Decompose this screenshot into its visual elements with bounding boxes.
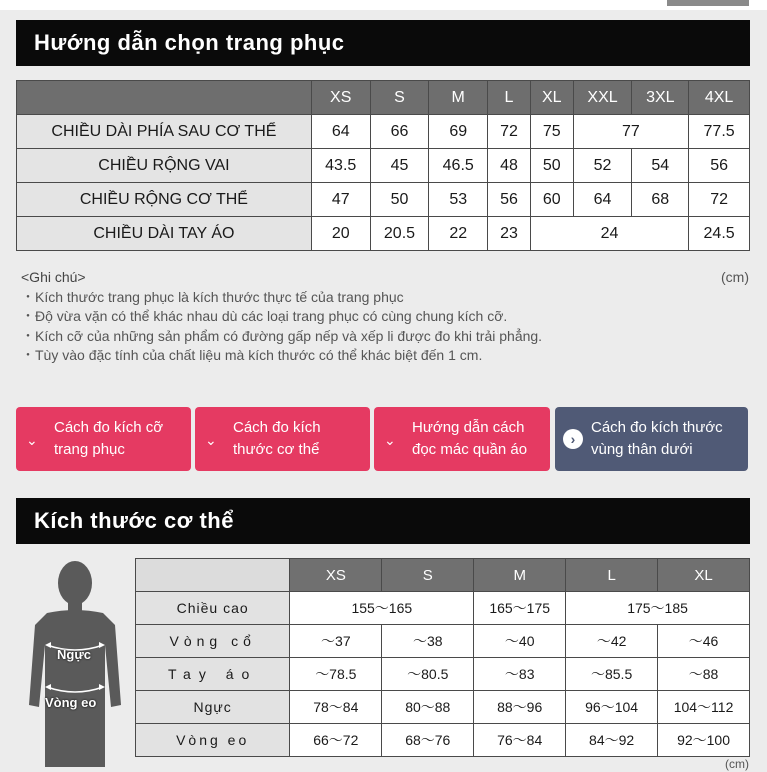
- row-label: CHIỀU RỘNG CƠ THỂ: [17, 183, 312, 217]
- cell-value: 96～104: [566, 691, 658, 724]
- row-label: CHIỀU DÀI PHÍA SAU CƠ THỂ: [17, 115, 312, 149]
- size-header-xs: XS: [290, 559, 382, 592]
- table-row: [136, 625, 750, 658]
- notes-title: <Ghi chú>: [21, 269, 86, 285]
- cell-value: 77: [573, 115, 689, 149]
- table-row: [17, 183, 750, 217]
- cell-value: 66～72: [290, 724, 382, 757]
- section-title-body-size: Kích thước cơ thể: [16, 498, 750, 544]
- cell-value: 22: [429, 217, 488, 251]
- cell-value: 77.5: [689, 115, 750, 149]
- row-label: Vòng cổ: [136, 625, 290, 658]
- row-label: Vòng eo: [136, 724, 290, 757]
- cell-value: 72: [488, 115, 531, 149]
- size-header-m: M: [474, 559, 566, 592]
- note-line: ・Kích cỡ của những sản phẩm có đường gấp nếp và xếp li được đo khi trải phẳng.: [21, 327, 543, 344]
- garment-measure-button[interactable]: [16, 407, 191, 471]
- cell-value: 76～84: [474, 724, 566, 757]
- size-header-s: S: [370, 81, 429, 115]
- button-label: [591, 417, 746, 461]
- row-label: Ngực: [136, 691, 290, 724]
- button-label-line2: đọc mác quần áo: [412, 441, 528, 458]
- table-corner: [136, 559, 290, 592]
- table-row: [17, 149, 750, 183]
- row-label: CHIỀU RỘNG VAI: [17, 149, 312, 183]
- table-row: [136, 592, 750, 625]
- cell-value: 60: [530, 183, 573, 217]
- top-tab[interactable]: [667, 0, 749, 6]
- button-label: [412, 417, 552, 461]
- cell-value: 24: [530, 217, 688, 251]
- button-label-line1: Cách đo kích cỡ: [54, 419, 164, 436]
- chevron-down-icon: ⌄: [26, 432, 38, 448]
- cell-value: ～88: [658, 658, 750, 691]
- unit-label-body: (cm): [725, 757, 749, 771]
- cell-value: 72: [689, 183, 750, 217]
- size-header-s: S: [382, 559, 474, 592]
- cell-value: 23: [488, 217, 531, 251]
- size-header-xl: XL: [658, 559, 750, 592]
- cell-value: 75: [530, 115, 573, 149]
- cell-value: ～80.5: [382, 658, 474, 691]
- button-label-line2: vùng thân dưới: [591, 441, 693, 458]
- size-header-3xl: 3XL: [632, 81, 689, 115]
- size-header-4xl: 4XL: [689, 81, 750, 115]
- cell-value: ～38: [382, 625, 474, 658]
- section-title-clothing-guide: Hướng dẫn chọn trang phục: [16, 20, 750, 66]
- table-row: [17, 115, 750, 149]
- row-label: CHIỀU DÀI TAY ÁO: [17, 217, 312, 251]
- chest-label: Ngực: [57, 647, 91, 662]
- button-label-line1: Cách đo kích thước: [591, 419, 723, 436]
- cell-value: ～37: [290, 625, 382, 658]
- cell-value: 50: [370, 183, 429, 217]
- cell-value: ～83: [474, 658, 566, 691]
- size-header-l: L: [488, 81, 531, 115]
- cell-value: ～85.5: [566, 658, 658, 691]
- cell-value: ～46: [658, 625, 750, 658]
- chevron-right-circle-icon: ›: [563, 429, 583, 449]
- cell-value: 88～96: [474, 691, 566, 724]
- row-label: Chiều cao: [136, 592, 290, 625]
- cell-value: 56: [488, 183, 531, 217]
- cell-value: 47: [311, 183, 370, 217]
- lower-body-measure-button[interactable]: [555, 407, 748, 471]
- cell-value: 165～175: [474, 592, 566, 625]
- row-label: Tay áo: [136, 658, 290, 691]
- cell-value: 43.5: [311, 149, 370, 183]
- cell-value: 68: [632, 183, 689, 217]
- cell-value: 64: [311, 115, 370, 149]
- button-label: [54, 417, 194, 461]
- cell-value: 24.5: [689, 217, 750, 251]
- cell-value: ～40: [474, 625, 566, 658]
- table-row: [136, 691, 750, 724]
- body-measure-button[interactable]: [195, 407, 370, 471]
- cell-value: 64: [573, 183, 632, 217]
- note-line: ・Kích thước trang phục là kích thước thực tế của trang phục: [21, 288, 404, 305]
- cell-value: 20: [311, 217, 370, 251]
- cell-value: 20.5: [370, 217, 429, 251]
- chevron-down-icon: ⌄: [205, 432, 217, 448]
- cell-value: 52: [573, 149, 632, 183]
- cell-value: 54: [632, 149, 689, 183]
- button-label-line1: Hướng dẫn cách: [412, 419, 525, 436]
- cell-value: 175～185: [566, 592, 750, 625]
- table-row: [17, 217, 750, 251]
- cell-value: 48: [488, 149, 531, 183]
- top-bar: [0, 0, 767, 10]
- cell-value: 50: [530, 149, 573, 183]
- cell-value: 92～100: [658, 724, 750, 757]
- note-line: ・Tùy vào đặc tính của chất liệu mà kích thước có thể khác biệt đến 1 cm.: [21, 347, 483, 363]
- cell-value: 80～88: [382, 691, 474, 724]
- cell-value: 45: [370, 149, 429, 183]
- cell-value: 66: [370, 115, 429, 149]
- notes-block: [21, 268, 749, 366]
- waist-label: Vòng eo: [45, 695, 97, 710]
- size-header-l: L: [566, 559, 658, 592]
- button-label-line1: Cách đo kích: [233, 419, 321, 436]
- cell-value: 53: [429, 183, 488, 217]
- size-header-m: M: [429, 81, 488, 115]
- body-size-table: [135, 558, 750, 757]
- table-row: [136, 724, 750, 757]
- chevron-down-icon: ⌄: [384, 432, 396, 448]
- size-header-xxl: XXL: [573, 81, 632, 115]
- cell-value: 78～84: [290, 691, 382, 724]
- cell-value: 104～112: [658, 691, 750, 724]
- button-label-line2: trang phục: [54, 441, 125, 458]
- garment-size-table: [16, 80, 750, 251]
- cell-value: 56: [689, 149, 750, 183]
- cell-value: 68～76: [382, 724, 474, 757]
- cell-value: 84～92: [566, 724, 658, 757]
- cell-value: ～42: [566, 625, 658, 658]
- unit-label: (cm): [721, 269, 749, 285]
- note-line: ・Độ vừa vặn có thể khác nhau dù các loại trang phục có cùng chung kích cỡ.: [21, 308, 508, 324]
- body-figure: [25, 555, 125, 767]
- cell-value: ～78.5: [290, 658, 382, 691]
- button-label: [233, 417, 373, 461]
- size-header-xs: XS: [311, 81, 370, 115]
- cell-value: 69: [429, 115, 488, 149]
- cell-value: 46.5: [429, 149, 488, 183]
- size-header-xl: XL: [530, 81, 573, 115]
- table-corner: [17, 81, 312, 115]
- cell-value: 155～165: [290, 592, 474, 625]
- label-guide-button[interactable]: [374, 407, 550, 471]
- button-label-line2: thước cơ thể: [233, 441, 320, 458]
- table-row: [136, 658, 750, 691]
